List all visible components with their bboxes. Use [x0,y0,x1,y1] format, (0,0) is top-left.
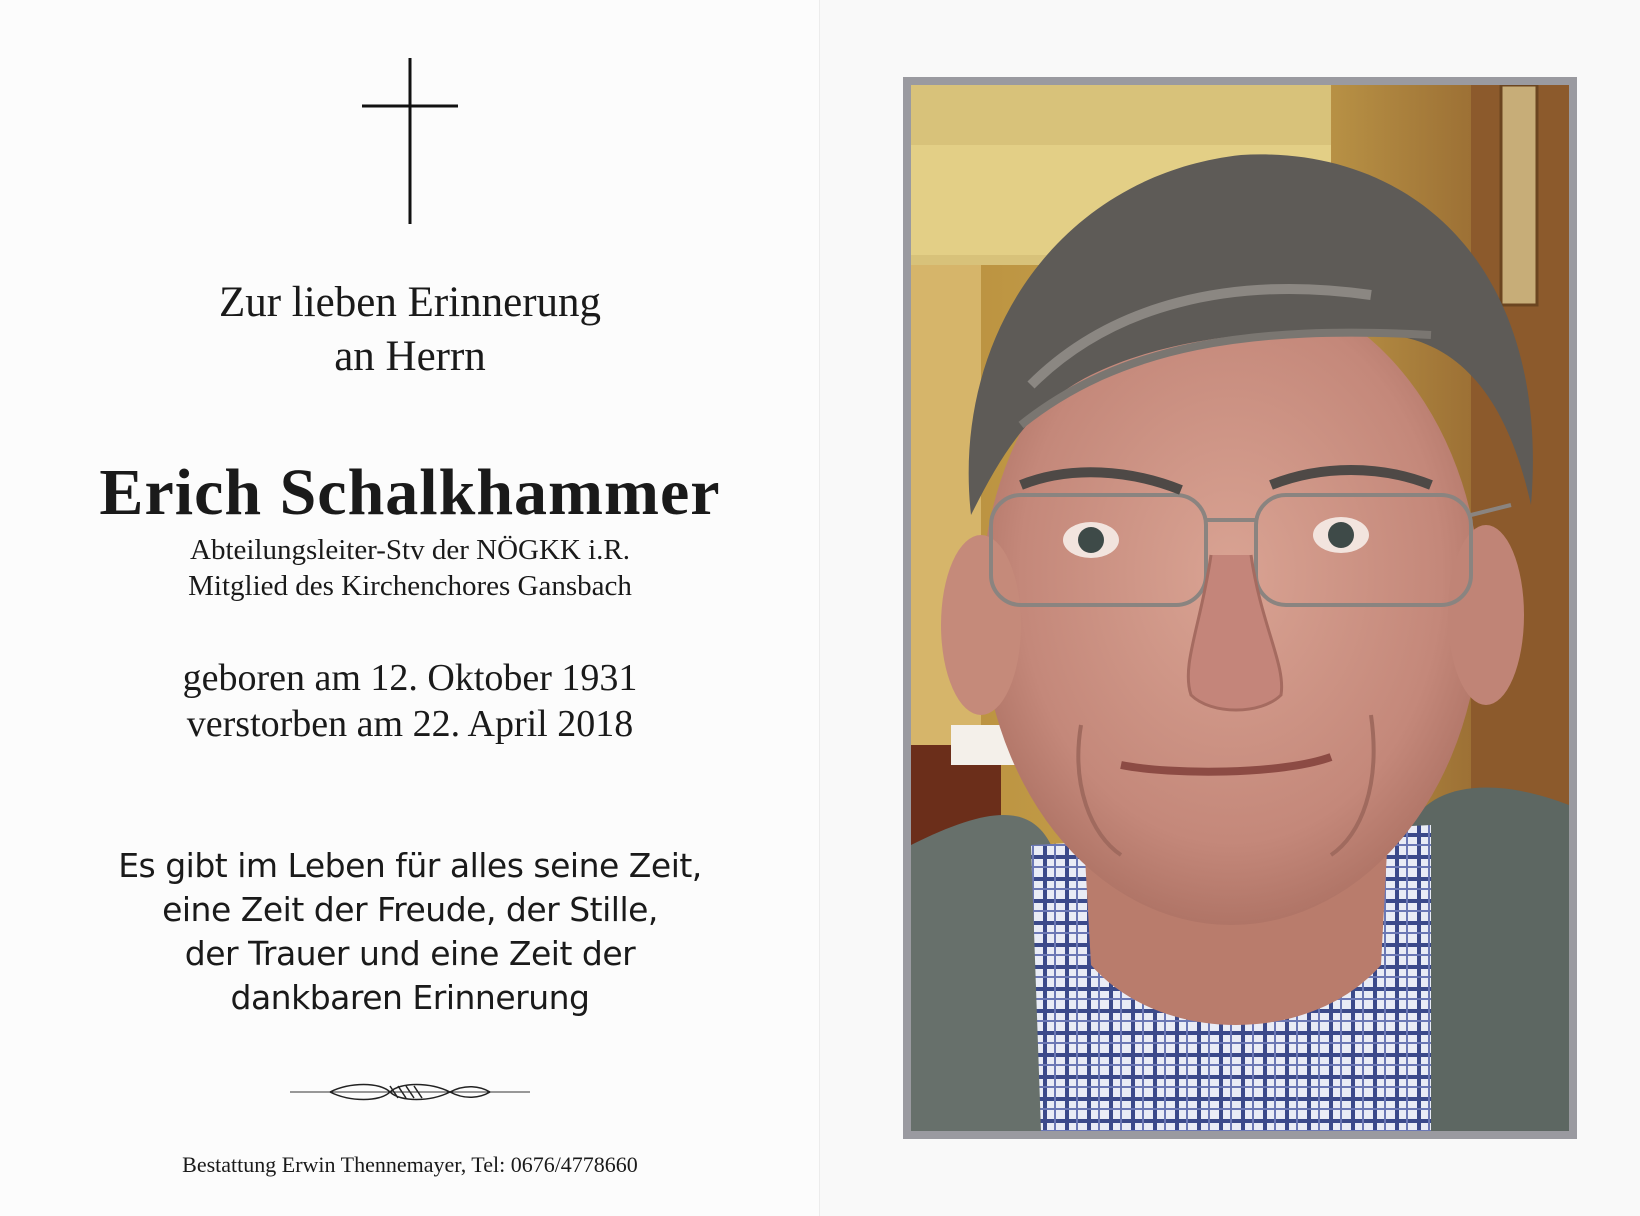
undertaker-contact: Bestattung Erwin Thennemayer, Tel: 0676/4778660 [182,1152,638,1177]
deceased-name: Erich Schalkhammer [99,456,721,529]
portrait-frame [903,77,1577,1139]
deceased-roles [0,532,820,604]
ornament-divider [290,1078,530,1106]
quote-line-4: dankbaren Erinnerung [230,978,590,1017]
intro-line-2: an Herrn [334,333,486,380]
role-line-1: Abteilungsleiter-Stv der NÖGKK i.R. [190,534,630,566]
cross-icon [362,58,458,224]
role-line-2: Mitglied des Kirchenchores Gansbach [188,570,632,602]
intro-text [0,276,820,384]
quote-line-1: Es gibt im Leben für alles seine Zeit, [118,846,702,885]
death-date: verstorben am 22. April 2018 [186,703,634,745]
quote-line-3: der Trauer und eine Zeit der [184,934,636,973]
quote-line-2: eine Zeit der Freude, der Stille, [162,890,658,929]
life-dates [0,655,820,747]
portrait-photo [911,85,1569,1131]
birth-date: geboren am 12. Oktober 1931 [182,657,638,699]
intro-line-1: Zur lieben Erinnerung [218,279,602,326]
memorial-quote [0,844,820,1020]
